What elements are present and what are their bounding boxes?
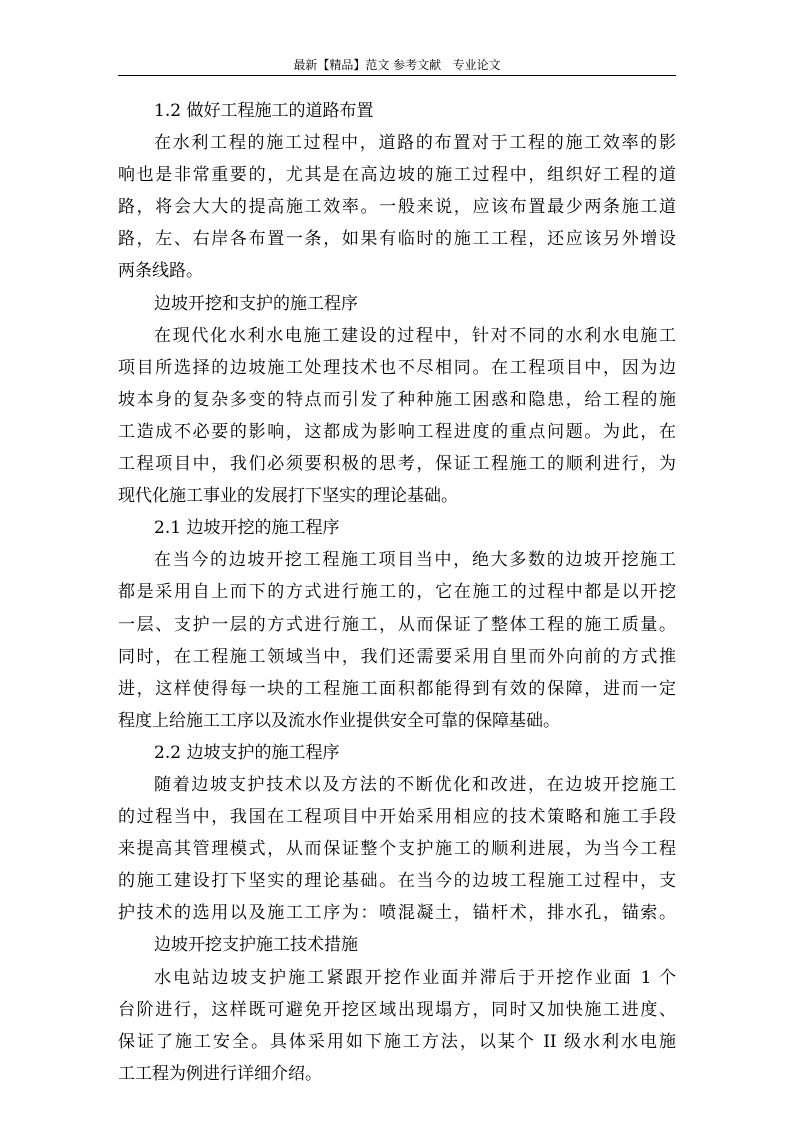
text-line: 两条线路。 [118, 261, 203, 282]
text-line: 现代化施工事业的发展打下坚实的理论基础。 [118, 486, 458, 507]
text-line: 1.2 做好工程施工的道路布置 [154, 101, 374, 121]
text-line: 项目所选择的边坡施工处理技术也不尽相同。在工程项目中，因为边 [118, 357, 676, 378]
text-line: 2.2 边坡支护的施工程序 [154, 742, 340, 763]
text-line: 在现代化水利水电施工建设的过程中，针对不同的水利水电施工 [154, 325, 676, 346]
text-line: 都是采用自上而下的方式进行施工的，它在施工的过程中都是以开挖 [118, 582, 676, 603]
text-line: 保证了施工安全。具体采用如下施工方法，以某个 II 级水利水电施 [118, 1031, 676, 1052]
text-line: 坡本身的复杂多变的特点而引发了种种施工困惑和隐患，给工程的施 [118, 389, 676, 410]
text-line: 程度上给施工工序以及流水作业提供安全可靠的保障基础。 [118, 710, 560, 731]
text-line: 2.1 边坡开挖的施工程序 [154, 518, 340, 539]
text-line: 进，这样使得每一块的工程施工面积都能得到有效的保障，进而一定 [118, 678, 676, 699]
text-line: 边坡开挖支护施工技术措施 [154, 935, 358, 956]
text-line: 边坡开挖和支护的施工程序 [154, 293, 358, 314]
text-line: 在水利工程的施工过程中，道路的布置对于工程的施工效率的影 [154, 133, 676, 154]
text-line: 工程项目中，我们必须要积极的思考，保证工程施工的顺利进行，为 [118, 454, 676, 475]
text-line: 路，左、右岸各布置一条，如果有临时的施工工程，还应该另外增设 [118, 229, 676, 250]
text-line: 的过程当中，我国在工程项目中开始采用相应的技术策略和施工手段 [118, 807, 676, 828]
text-line: 台阶进行，这样既可避免开挖区域出现塌方，同时又加快施工进度、 [118, 999, 676, 1020]
text-line: 的施工建设打下坚实的理论基础。在当今的边坡工程施工过程中，支 [118, 871, 676, 892]
text-line: 随着边坡支护技术以及方法的不断优化和改进，在边坡开挖施工 [154, 774, 676, 795]
text-line: 同时，在工程施工领域当中，我们还需要采用自里而外向前的方式推 [118, 646, 676, 667]
text-line: 水电站边坡支护施工紧跟开挖作业面并滞后于开挖作业面 1 个 [154, 967, 676, 988]
document-body [118, 95, 676, 1090]
text-line: 一层、支护一层的方式进行施工，从而保证了整体工程的施工质量。 [118, 614, 676, 635]
text-line: 护技术的选用以及施工工序为：喷混凝土，锚杆术，排水孔，锚索。 [118, 903, 676, 924]
text-line: 在当今的边坡开挖工程施工项目当中，绝大多数的边坡开挖施工 [154, 550, 676, 571]
text-line: 响也是非常重要的，尤其是在高边坡的施工过程中，组织好工程的道 [118, 165, 676, 186]
text-line: 工造成不必要的影响，这都成为影响工程进度的重点问题。为此，在 [118, 421, 676, 442]
page-header: 最新【精品】范文 参考文献 专业论文 [118, 57, 676, 76]
text-line: 工工程为例进行详细介绍。 [118, 1063, 322, 1084]
text-line: 来提高其管理模式，从而保证整个支护施工的顺利进展，为当今工程 [118, 839, 676, 860]
text-line: 路，将会大大的提高施工效率。一般来说，应该布置最少两条施工道 [118, 197, 676, 218]
